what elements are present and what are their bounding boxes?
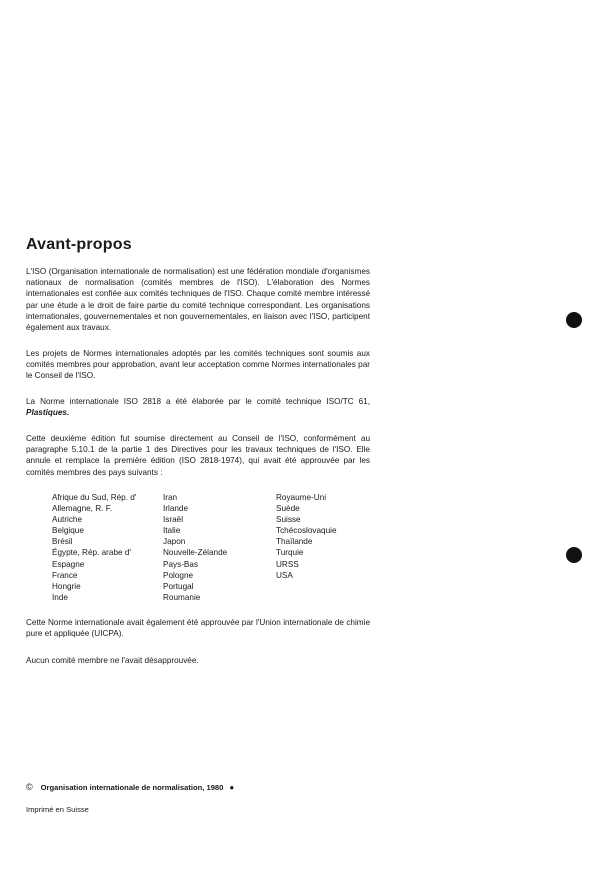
country-column-2 <box>163 492 227 603</box>
country-item: Afrique du Sud, Rép. d' <box>52 493 137 502</box>
country-item: USA <box>276 570 293 580</box>
country-item: Tchécoslovaquie <box>276 526 337 536</box>
country-item: Japon <box>163 537 186 547</box>
country-column-1 <box>52 492 136 603</box>
elaboration-paragraph <box>26 396 370 418</box>
intro-paragraph: L'ISO (Organisation internationale de normalisation) est une fédération mondiale d'organismes nationaux de normalisation (comités membres de l'ISO). L'élaboration des Normes internationales est confiée aux comités techniques de l'ISO. Chaque comité membre intéressé par une étude a le droit de faire partie du comité technique correspondant. Les organisations internationales, gouvernementales et non gouvernementales, en liaison avec l'ISO, participent également aux travaux. <box>26 267 370 333</box>
page-title: Avant-propos <box>26 236 132 253</box>
country-item: Suède <box>276 504 300 514</box>
copyright-text: Organisation internationale de normalisation, 1980 <box>40 783 224 792</box>
country-item: Turquie <box>276 548 304 558</box>
country-item: Thaïlande <box>276 537 313 547</box>
country-item: Allemagne, R. F. <box>52 504 113 514</box>
country-item: URSS <box>276 559 299 569</box>
country-column-3 <box>276 492 337 581</box>
country-item: Belgique <box>52 526 84 536</box>
country-item: Iran <box>163 493 178 502</box>
country-item: France <box>52 570 78 580</box>
edition-paragraph: Cette deuxième édition fut soumise directement au Conseil de l'ISO, conformément au paragraphe 5.10.1 de la partie 1 des Directives pour les travaux techniques de l'ISO. Elle annule et remplace la première édition (ISO 2818-1974), qui avait été approuvée par les comités membres des pays suivants : <box>26 434 370 477</box>
copyright-line <box>26 782 234 792</box>
disapproval-paragraph: Aucun comité membre ne l'avait désapprouvée. <box>26 656 199 665</box>
country-item: Israël <box>163 515 184 525</box>
country-item: Pologne <box>163 570 194 580</box>
copyright-symbol: © <box>26 782 33 792</box>
country-item: Égypte, Rép. arabe d' <box>52 548 131 558</box>
country-item: Hongrie <box>52 581 81 591</box>
committee-name: Plastiques. <box>26 408 70 418</box>
country-item: Italie <box>163 526 181 536</box>
uicpa-paragraph: Cette Norme internationale avait également été approuvée par l'Union internationale de chimie pure et appliquée (UICPA). <box>26 618 370 639</box>
country-item: Royaume-Uni <box>276 493 327 502</box>
country-item: Suisse <box>276 515 301 525</box>
bullet-icon: ● <box>229 783 235 792</box>
elaboration-text: La Norme internationale ISO 2818 a été élaborée par le comité technique ISO/TC 61, <box>26 397 370 406</box>
country-item: Roumanie <box>163 592 201 602</box>
country-item: Espagne <box>52 559 85 569</box>
binding-hole-mark <box>566 547 582 563</box>
binding-hole-mark <box>566 312 582 328</box>
country-item: Portugal <box>163 581 194 591</box>
country-item: Brésil <box>52 537 73 547</box>
country-item: Irlande <box>163 504 189 514</box>
approval-paragraph: Les projets de Normes internationales adoptés par les comités techniques sont soumis aux comités membres pour approbation, avant leur acceptation comme Normes internationales par le Conseil de l'ISO. <box>26 349 370 381</box>
country-item: Autriche <box>52 515 83 525</box>
country-item: Pays-Bas <box>163 559 199 569</box>
country-item: Inde <box>52 592 68 602</box>
printed-in: Imprimé en Suisse <box>26 805 89 814</box>
country-item: Nouvelle-Zélande <box>163 548 228 558</box>
